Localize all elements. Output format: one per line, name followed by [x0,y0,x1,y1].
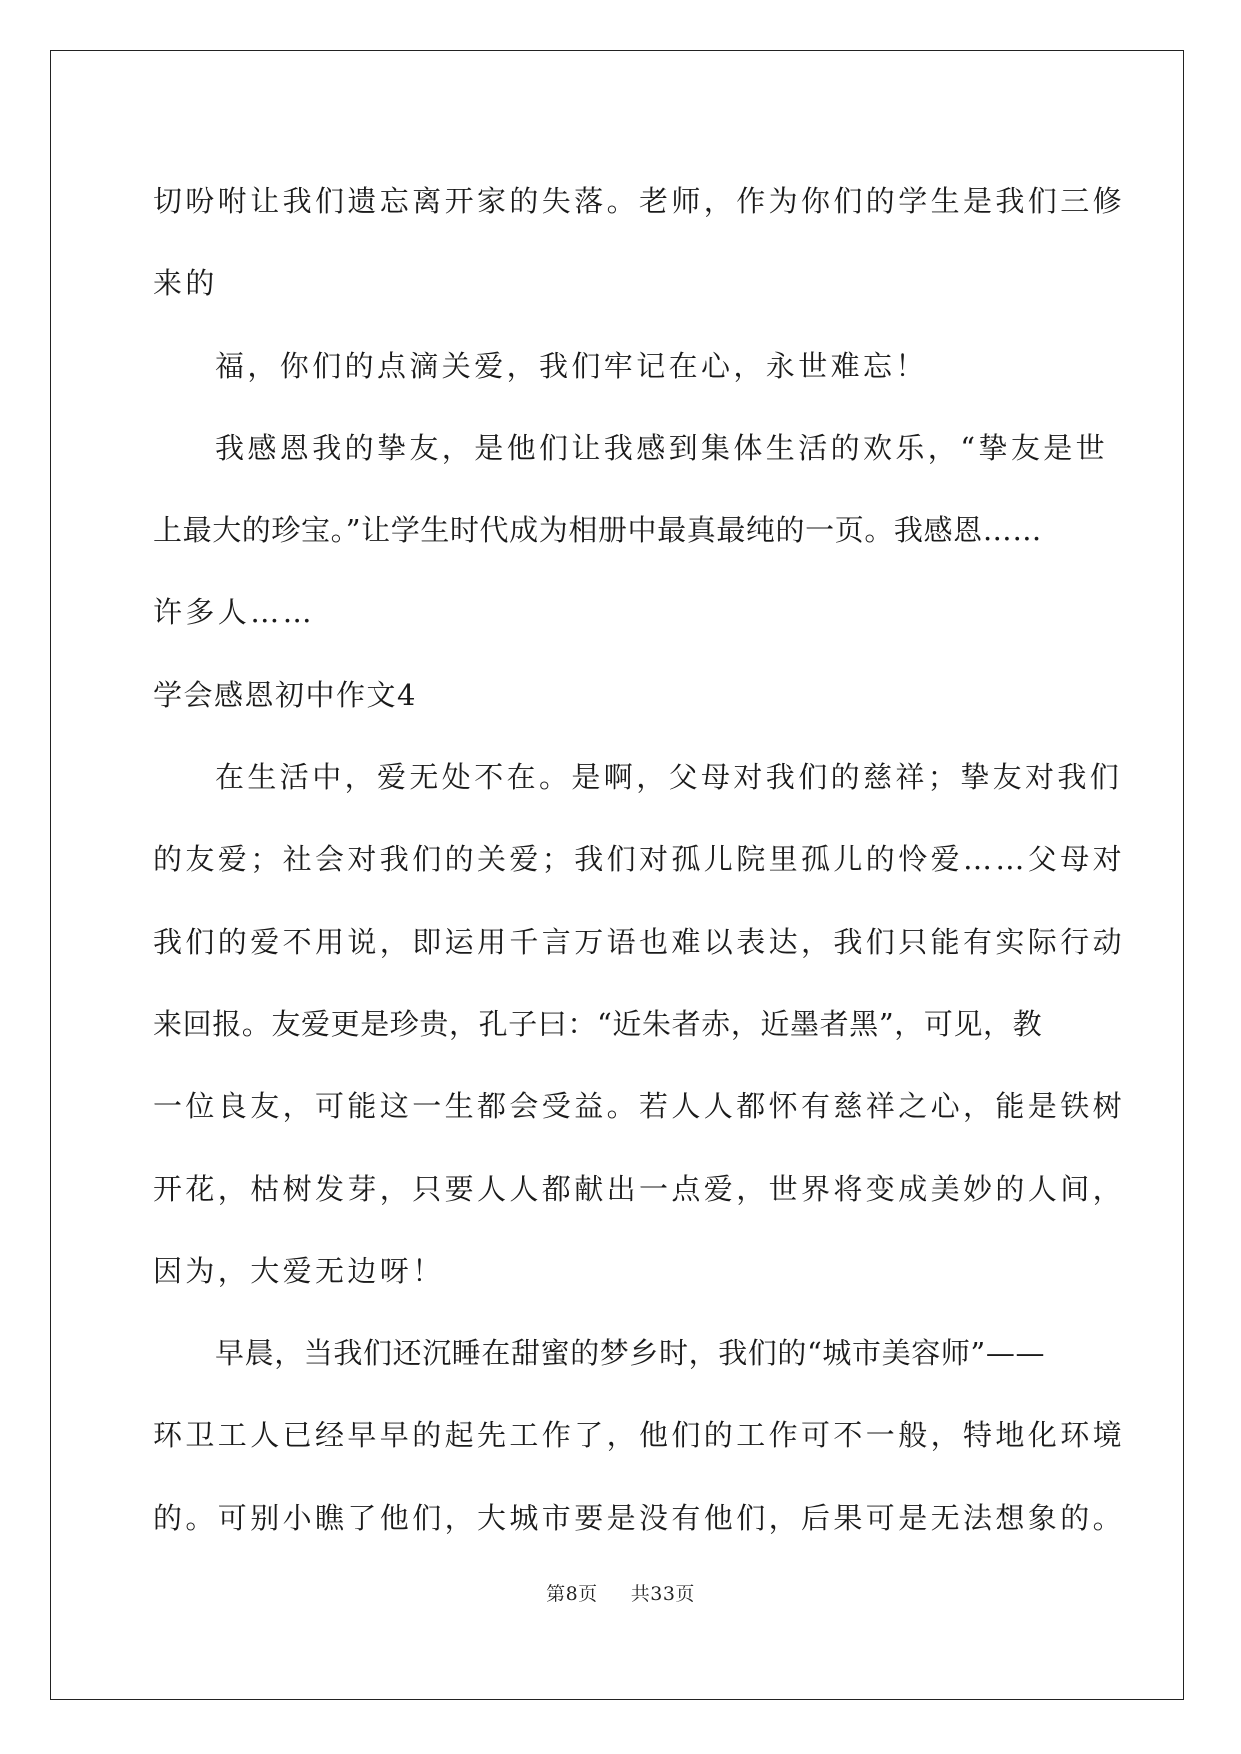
text-line: 许多人…… [153,595,316,630]
paragraph-line: 福，你们的点滴关爱，我们牢记在心，永世难忘！ [215,348,928,383]
text-line: 的。可别小瞧了他们，大城市要是没有他们，后果可是无法想象的。 [153,1500,1126,1535]
paragraph-line: 早晨，当我们还沉睡在甜蜜的梦乡时，我们的“城市美容师”—— [215,1336,1046,1371]
page-footer [0,1579,1241,1606]
paragraph-line: 在生活中，爱无处不在。是啊，父母对我们的慈祥；挚友对我们 [215,760,1123,795]
text-line: 开花，枯树发芽，只要人人都献出一点爱，世界将变成美妙的人间， [153,1171,1126,1206]
text-line: 环卫工人已经早早的起先工作了，他们的工作可不一般，特地化环境 [153,1418,1126,1453]
text-line: 的友爱；社会对我们的关爱；我们对孤儿院里孤儿的怜爱……父母对 [153,842,1126,877]
paragraph-line: 我感恩我的挚友，是他们让我感到集体生活的欢乐，“挚友是世 [215,430,1109,465]
text-line: 一位良友，可能这一生都会受益。若人人都怀有慈祥之心，能是铁树 [153,1089,1126,1124]
text-line: 来回报。友爱更是珍贵，孔子曰：“近朱者赤，近墨者黑”，可见，教 [153,1006,1043,1041]
document-body [153,160,1126,1559]
text-line: 来的 [153,266,218,301]
text-line: 我们的爱不用说，即运用千言万语也难以表达，我们只能有实际行动 [153,924,1126,959]
text-line: 因为，大爱无边呀！ [153,1253,445,1288]
text-line: 上最大的珍宝。”让学生时代成为相册中最真最纯的一页。我感恩…… [153,513,1042,548]
text-line: 切吩咐让我们遗忘离开家的失落。老师，作为你们的学生是我们三修 [153,184,1126,218]
page-total: 共33页 [630,1583,695,1605]
section-heading: 学会感恩初中作文4 [153,677,417,712]
page-number: 第8页 [546,1583,598,1605]
